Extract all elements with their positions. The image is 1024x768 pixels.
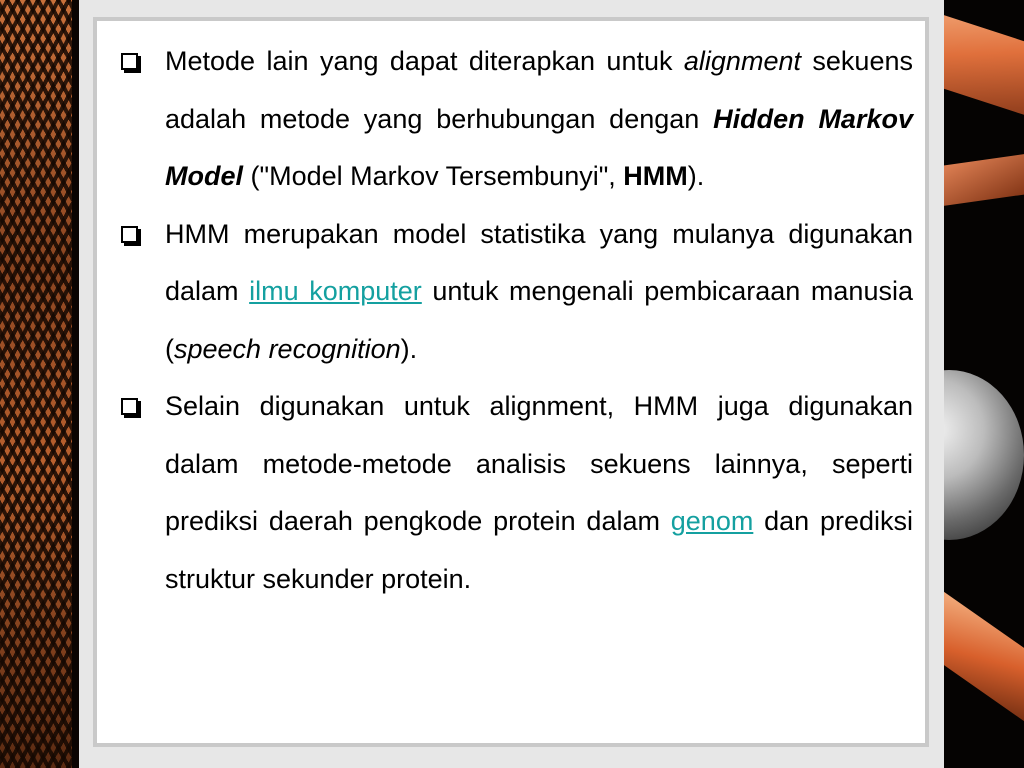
text: ). (687, 161, 705, 191)
text: ("Model Markov Tersembunyi", (243, 161, 624, 191)
text: sekuens adalah metode yang berhubungan dengan (165, 46, 913, 134)
text: ). (400, 333, 418, 364)
checkbox-bullet-icon (121, 398, 138, 415)
decorative-abstract-strip (934, 0, 1024, 768)
checkbox-bullet-icon (121, 226, 138, 243)
text: Selain digunakan untuk alignment, HMM juga digunakan dalam metode-metode analisis sekuens lainnya, seperti prediksi daerah pengkode protein dalam (165, 391, 913, 536)
link-ilmu-komputer[interactable]: ilmu komputer (249, 276, 422, 306)
bullet-item (121, 378, 913, 608)
term-hmm: HMM (623, 161, 688, 191)
slide-content-panel (93, 17, 929, 747)
decor-orb (934, 370, 1024, 540)
decor-band (934, 587, 1024, 734)
bullet-item (121, 206, 913, 379)
term-speech-recognition: speech recognition (174, 333, 401, 364)
decorative-copper-strip (0, 0, 76, 768)
term-alignment: alignment (683, 46, 801, 76)
checkbox-bullet-icon (121, 53, 138, 70)
decor-band (934, 10, 1024, 120)
text: HMM merupakan model statistika yang mulanya digunakan dalam (165, 218, 913, 306)
term-hidden-markov-model: Hidden Markov Model (165, 103, 913, 191)
text: dan prediksi struktur sekunder protein. (165, 506, 913, 594)
bullet-list (121, 33, 913, 608)
decor-band (934, 152, 1024, 208)
link-genom[interactable]: genom (670, 506, 754, 536)
text: untuk mengenali pembicaraan manusia ( (165, 276, 913, 364)
text: Metode lain yang dapat diterapkan untuk (165, 46, 684, 76)
bullet-item (121, 33, 913, 206)
